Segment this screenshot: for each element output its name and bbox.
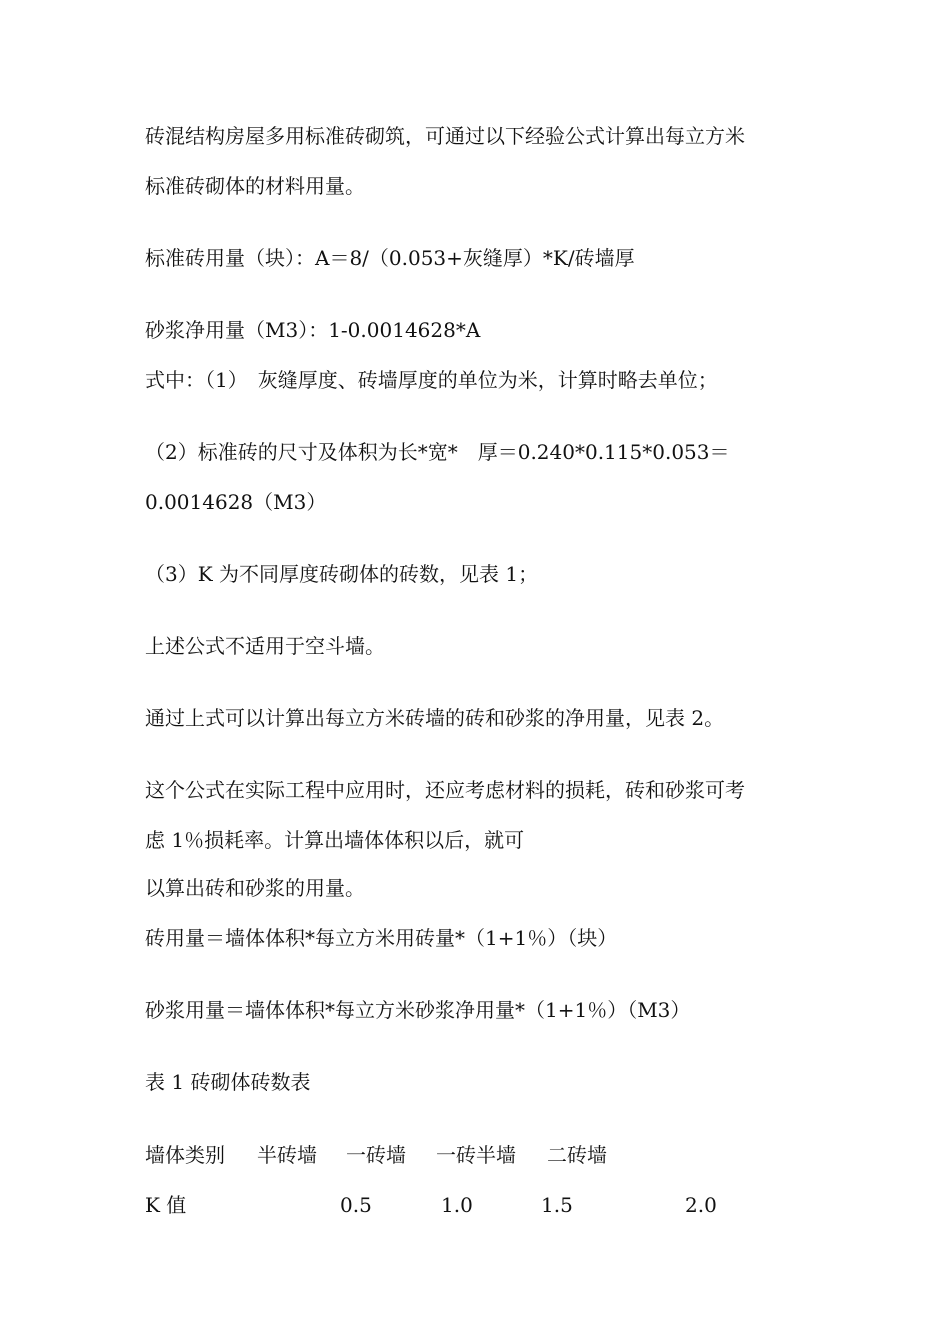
table-header-cell: 半砖墙: [257, 1143, 317, 1167]
intro-line-1: 砖混结构房屋多用标准砖砌筑，可通过以下经验公式计算出每立方米: [145, 124, 745, 148]
table-cell: 0.5: [340, 1193, 372, 1217]
calc-note: 通过上式可以计算出每立方米砖墙的砖和砂浆的净用量，见表 2。: [145, 706, 725, 730]
note-1: 式中：（1） 灰缝厚度、砖墙厚度的单位为米，计算时略去单位；: [145, 368, 718, 392]
formula-brick: 标准砖用量（块）：A＝8/（0.053+灰缝厚）*K/砖墙厚: [145, 246, 635, 270]
brick-usage-formula: 砖用量＝墙体体积*每立方米用砖量*（1+1％）（块）: [145, 926, 618, 950]
loss-note-line-2: 虑 1％损耗率。计算出墙体体积以后，就可: [145, 828, 525, 852]
note-2-line-2: 0.0014628（M3）: [145, 490, 327, 514]
note-3: （3）K 为不同厚度砖砌体的砖数，见表 1；: [145, 562, 539, 586]
table-1-title: 表 1 砖砌体砖数表: [145, 1070, 311, 1094]
table-row-label: K 值: [145, 1193, 187, 1217]
table-cell: 2.0: [685, 1193, 717, 1217]
loss-note-line-3: 以算出砖和砂浆的用量。: [145, 876, 365, 900]
table-header-cell: 墙体类别: [145, 1143, 225, 1167]
table-header-cell: 一砖半墙: [436, 1143, 516, 1167]
table-cell: 1.5: [541, 1193, 573, 1217]
formula-mortar: 砂浆净用量（M3）：1-0.0014628*A: [145, 318, 481, 342]
intro-line-2: 标准砖砌体的材料用量。: [145, 174, 365, 198]
table-cell: 1.0: [441, 1193, 473, 1217]
exclusion-note: 上述公式不适用于空斗墙。: [145, 634, 385, 658]
table-header-cell: 二砖墙: [547, 1143, 607, 1167]
table-header-cell: 一砖墙: [346, 1143, 406, 1167]
note-2-line-1: （2）标准砖的尺寸及体积为长*宽* 厚＝0.240*0.115*0.053＝: [145, 440, 730, 464]
loss-note-line-1: 这个公式在实际工程中应用时，还应考虑材料的损耗，砖和砂浆可考: [145, 778, 745, 802]
mortar-usage-formula: 砂浆用量＝墙体体积*每立方米砂浆净用量*（1+1％）（M3）: [145, 998, 691, 1022]
